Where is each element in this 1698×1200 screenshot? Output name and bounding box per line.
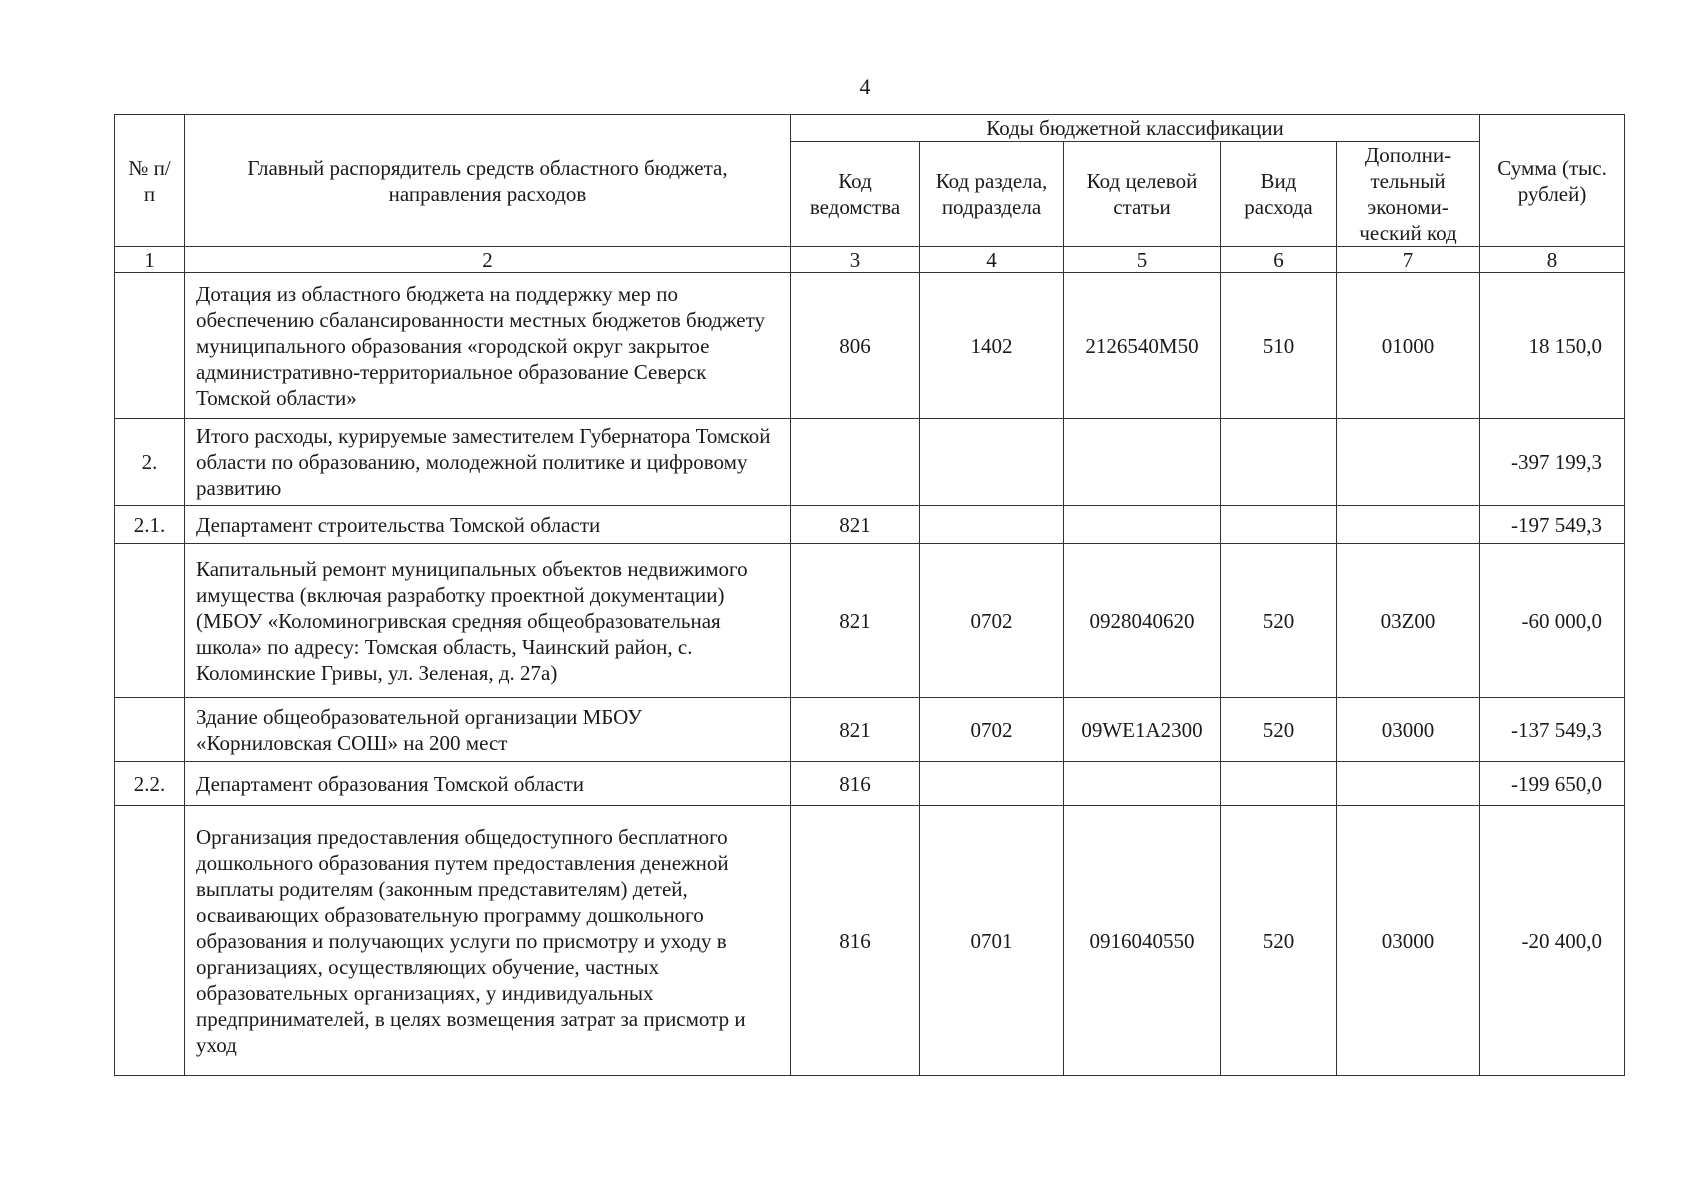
row-sum: -397 199,3 bbox=[1480, 419, 1625, 506]
row-num: 2. bbox=[115, 419, 185, 506]
row-ved: 821 bbox=[791, 698, 920, 762]
row-dek bbox=[1337, 762, 1480, 806]
row-ved: 821 bbox=[791, 544, 920, 698]
row-sum: -20 400,0 bbox=[1480, 806, 1625, 1076]
row-num: 2.2. bbox=[115, 762, 185, 806]
index-cell: 6 bbox=[1221, 247, 1337, 273]
row-vr: 520 bbox=[1221, 544, 1337, 698]
row-vr bbox=[1221, 506, 1337, 544]
header-razd: Код раздела, подраздела bbox=[920, 142, 1064, 247]
row-dek: 03000 bbox=[1337, 698, 1480, 762]
row-vr: 520 bbox=[1221, 806, 1337, 1076]
index-cell: 5 bbox=[1064, 247, 1221, 273]
row-cs: 0916040550 bbox=[1064, 806, 1221, 1076]
table-row bbox=[115, 806, 1625, 1076]
page-number: 4 bbox=[859, 74, 871, 99]
row-name: Департамент образования Томской области bbox=[185, 762, 791, 806]
budget-table bbox=[114, 114, 1625, 1076]
index-cell: 3 bbox=[791, 247, 920, 273]
row-razd bbox=[920, 506, 1064, 544]
row-sum: -60 000,0 bbox=[1480, 544, 1625, 698]
header-ved: Код ведомства bbox=[791, 142, 920, 247]
row-num: 2.1. bbox=[115, 506, 185, 544]
row-razd: 0702 bbox=[920, 544, 1064, 698]
row-ved: 816 bbox=[791, 806, 920, 1076]
row-razd: 0701 bbox=[920, 806, 1064, 1076]
index-cell: 7 bbox=[1337, 247, 1480, 273]
index-cell: 4 bbox=[920, 247, 1064, 273]
table-row bbox=[115, 419, 1625, 506]
index-cell: 1 bbox=[115, 247, 185, 273]
row-sum: 18 150,0 bbox=[1480, 273, 1625, 419]
row-cs bbox=[1064, 419, 1221, 506]
row-razd: 1402 bbox=[920, 273, 1064, 419]
row-vr bbox=[1221, 762, 1337, 806]
row-cs bbox=[1064, 762, 1221, 806]
row-dek: 03000 bbox=[1337, 806, 1480, 1076]
table-row bbox=[115, 273, 1625, 419]
header-name: Главный распорядитель средств областного бюджета, направления расходов bbox=[185, 115, 791, 247]
header-num: № п/п bbox=[115, 115, 185, 247]
row-vr bbox=[1221, 419, 1337, 506]
row-name: Организация предоставления общедоступного бесплатного дошкольного образования путем предоставления денежной выплаты родителям (законным представителям) детей, осваивающих образовательную программу дошкольного образования и получающих услуги по присмотру и уходу в организациях, осуществляющих обучение, частных образовательных организациях, у индивидуальных предпринимателей, в целях возмещения затрат за присмотр и уход bbox=[185, 806, 791, 1076]
row-cs: 2126540M50 bbox=[1064, 273, 1221, 419]
row-sum: -197 549,3 bbox=[1480, 506, 1625, 544]
row-dek: 03Z00 bbox=[1337, 544, 1480, 698]
row-sum: -199 650,0 bbox=[1480, 762, 1625, 806]
row-dek bbox=[1337, 506, 1480, 544]
row-ved: 806 bbox=[791, 273, 920, 419]
row-dek bbox=[1337, 419, 1480, 506]
row-razd bbox=[920, 762, 1064, 806]
header-codes-group: Коды бюджетной классификации bbox=[791, 115, 1480, 142]
row-ved bbox=[791, 419, 920, 506]
row-dek: 01000 bbox=[1337, 273, 1480, 419]
header-cs: Код целевой статьи bbox=[1064, 142, 1221, 247]
row-num bbox=[115, 806, 185, 1076]
row-num bbox=[115, 273, 185, 419]
row-name: Капитальный ремонт муниципальных объектов недвижимого имущества (включая разработку проектной документации) (МБОУ «Коломиногривская средняя общеобразовательная школа» по адресу: Томская область, Чаинский район, с. Коломинские Гривы, ул. Зеленая, д. 27а) bbox=[185, 544, 791, 698]
row-ved: 821 bbox=[791, 506, 920, 544]
row-num bbox=[115, 544, 185, 698]
row-cs: 09WE1A2300 bbox=[1064, 698, 1221, 762]
header-vr: Вид расхода bbox=[1221, 142, 1337, 247]
table-row bbox=[115, 544, 1625, 698]
row-cs bbox=[1064, 506, 1221, 544]
row-vr: 510 bbox=[1221, 273, 1337, 419]
row-vr: 520 bbox=[1221, 698, 1337, 762]
row-num bbox=[115, 698, 185, 762]
row-name: Итого расходы, курируемые заместителем Губернатора Томской области по образованию, молодежной политике и цифровому развитию bbox=[185, 419, 791, 506]
row-name: Здание общеобразовательной организации МБОУ «Корниловская СОШ» на 200 мест bbox=[185, 698, 791, 762]
index-cell: 2 bbox=[185, 247, 791, 273]
row-ved: 816 bbox=[791, 762, 920, 806]
row-razd bbox=[920, 419, 1064, 506]
row-name: Дотация из областного бюджета на поддержку мер по обеспечению сбалансированности местных бюджетов бюджету муниципального образования «городской округ закрытое административно-территориальное образование Северск Томской области» bbox=[185, 273, 791, 419]
row-sum: -137 549,3 bbox=[1480, 698, 1625, 762]
row-cs: 0928040620 bbox=[1064, 544, 1221, 698]
table-row bbox=[115, 698, 1625, 762]
index-cell: 8 bbox=[1480, 247, 1625, 273]
header-dek: Дополни-тельный экономи-ческий код bbox=[1337, 142, 1480, 247]
table-row bbox=[115, 762, 1625, 806]
row-name: Департамент строительства Томской области bbox=[185, 506, 791, 544]
row-razd: 0702 bbox=[920, 698, 1064, 762]
table-row bbox=[115, 506, 1625, 544]
header-sum: Сумма (тыс. рублей) bbox=[1480, 115, 1625, 247]
